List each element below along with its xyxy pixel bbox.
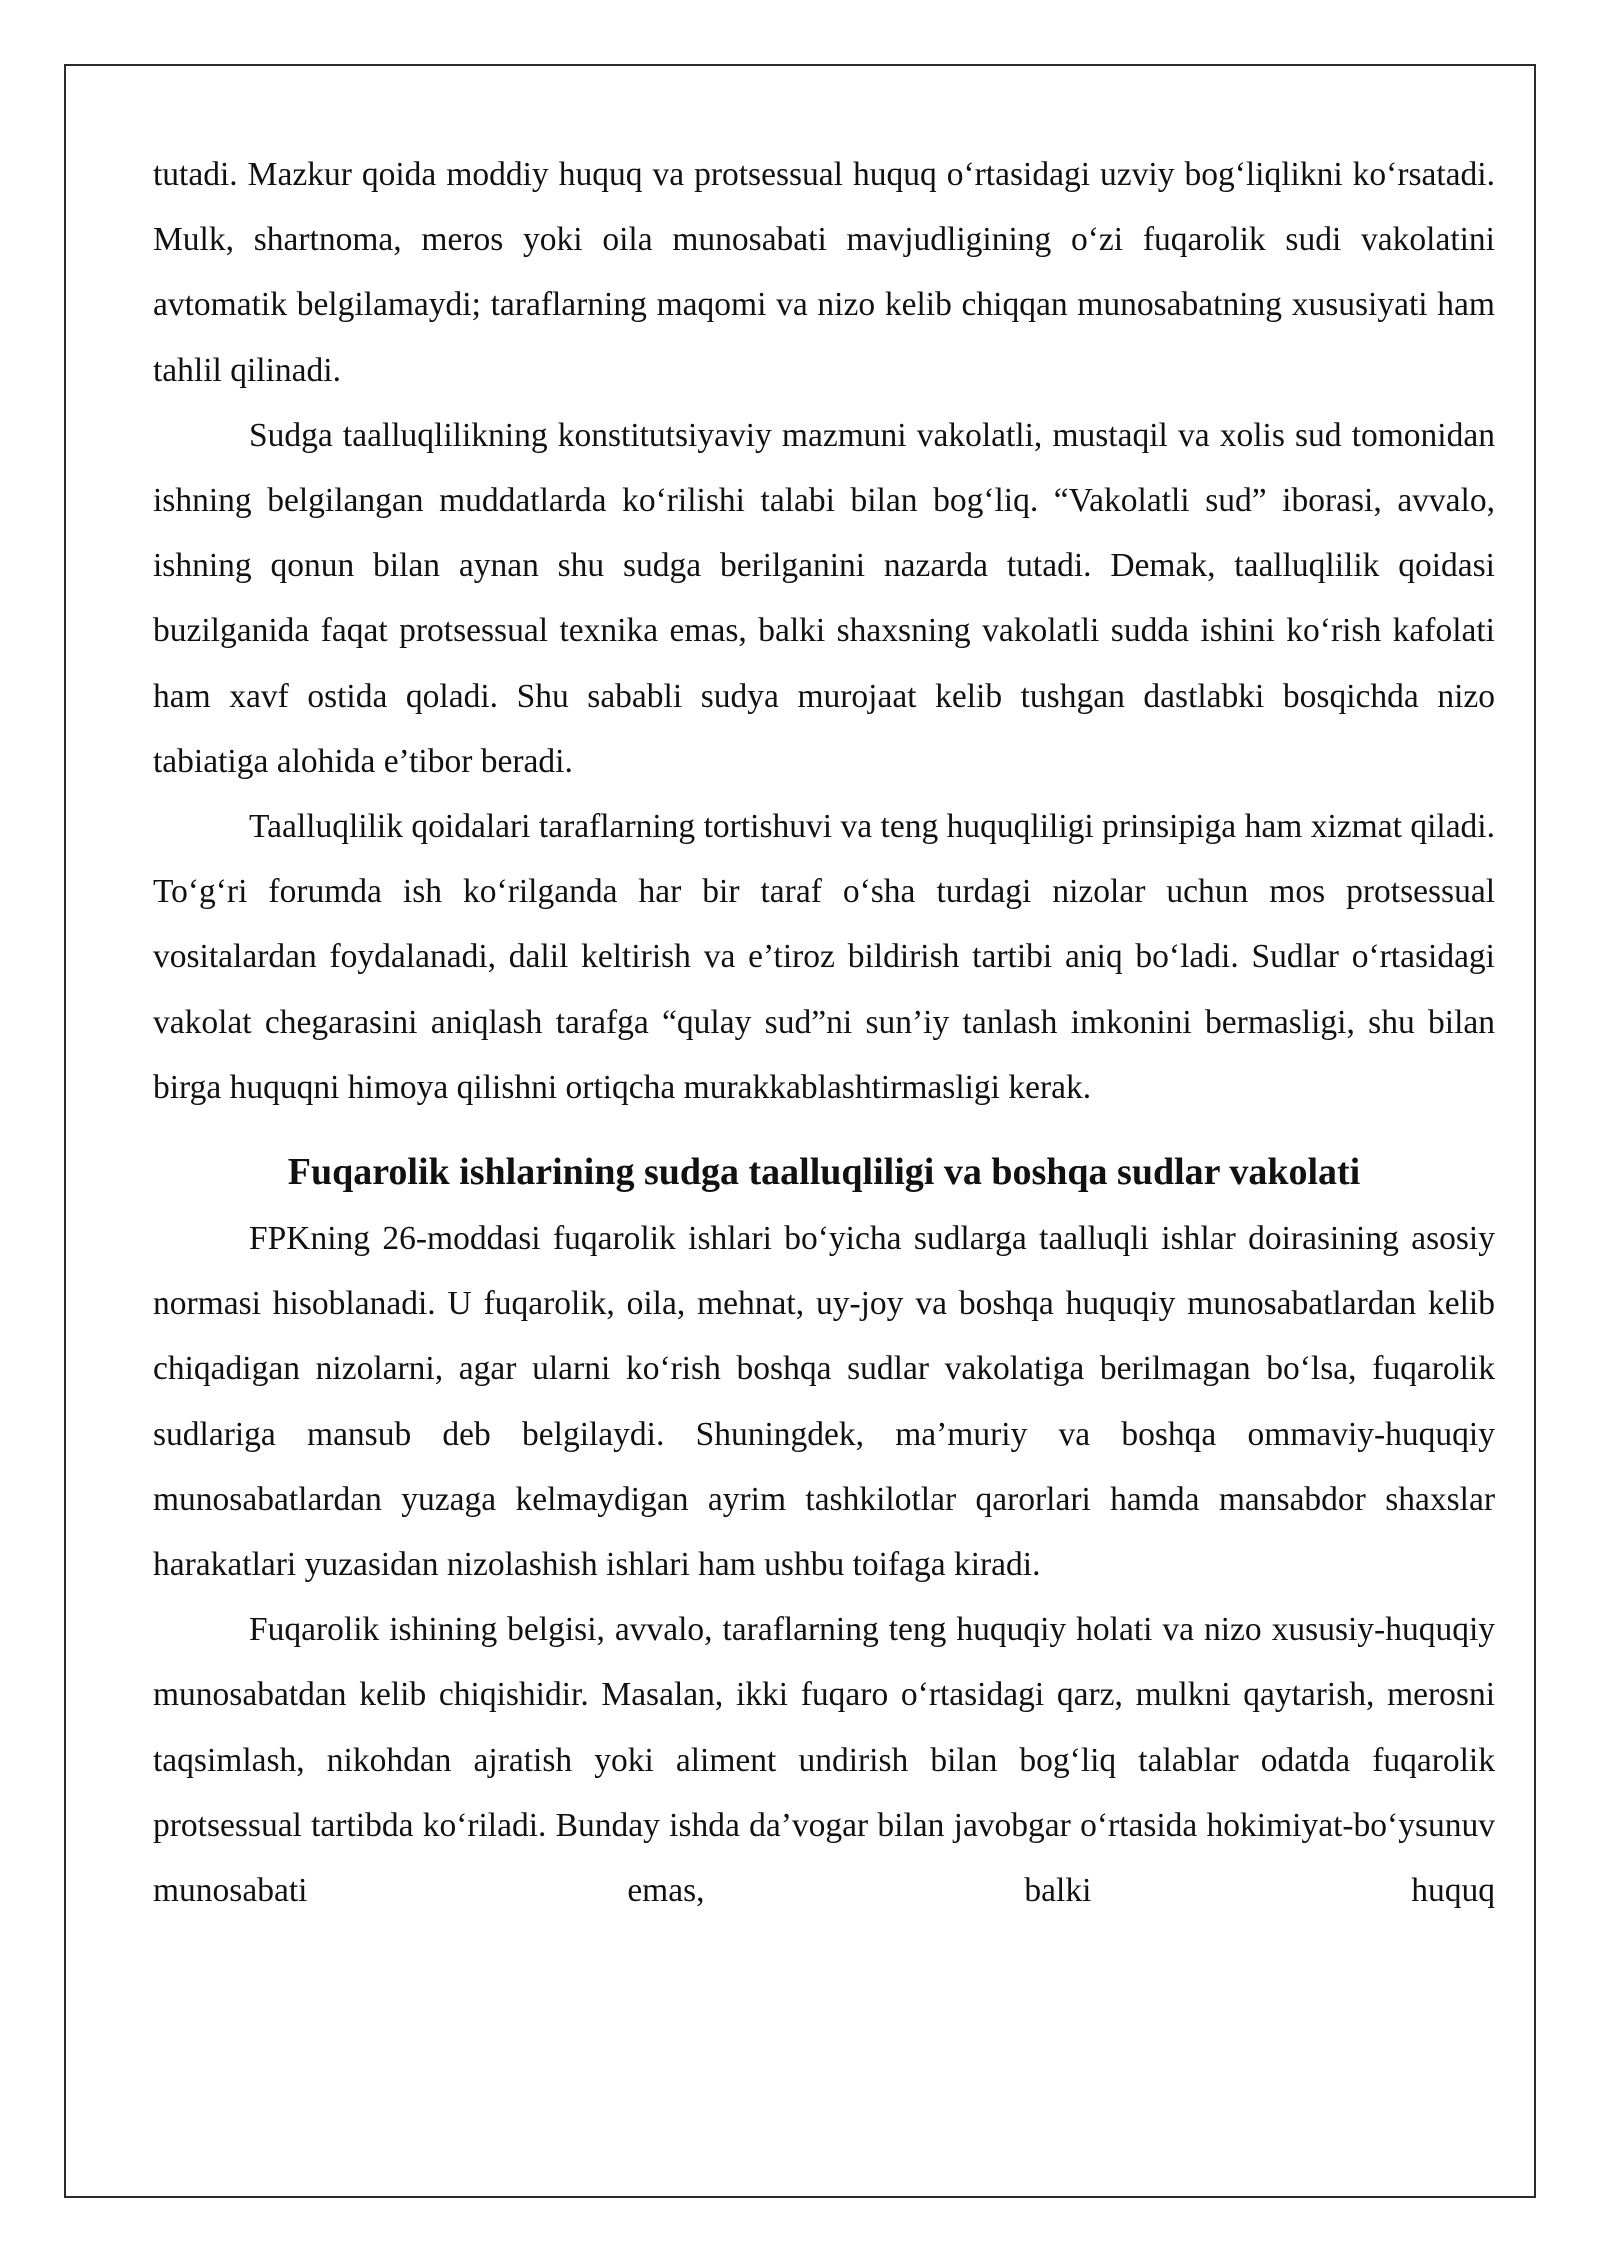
section-heading: Fuqarolik ishlarining sudga taalluqliligi va boshqa sudlar vakolati xyxy=(287,1151,1361,1194)
paragraph: FPKning 26-moddasi fuqarolik ishlari bo‘yicha sudlarga taalluqli ishlar doirasining asosiy normasi hisoblanadi. U fuqarolik, oila, mehnat, uy-joy va boshqa huquqiy munosabatlardan kelib chiqadigan nizolarni, agar ularni ko‘rish boshqa sudlar vakolatiga berilmagan bo‘lsa, fuqarolik sudlariga mansub deb belgilaydi. Shuningdek, ma’muriy va boshqa ommaviy-huquqiy munosabatlardan yuzaga kelmaydigan ayrim tashkilotlar qarorlari hamda mansabdor shaxslar harakatlari yuzasidan nizolashish ishlari ham ushbu toifaga kiradi. xyxy=(153,1220,1495,1584)
paragraph: Taalluqlilik qoidalari taraflarning tortishuvi va teng huquqliligi prinsipiga ham xizmat qiladi. To‘g‘ri forumda ish ko‘rilganda har bir taraf o‘sha turdagi nizolar uchun mos protsessual vositalardan foydalanadi, dalil keltirish va e’tiroz bildirish tartibi aniq bo‘ladi. Sudlar o‘rtasidagi vakolat chegarasini aniqlash tarafga “qulay sud”ni sun’iy tanlash imkonini bermasligi, shu bilan birga huquqni himoya qilishni ortiqcha murakkablashtirmasligi kerak. xyxy=(153,808,1495,1106)
paragraph-continuation: tutadi. Mazkur qoida moddiy huquq va protsessual huquq o‘rtasidagi uzviy bog‘liqlikni ko‘rsatadi. Mulk, shartnoma, meros yoki oila munosabati mavjudligining o‘zi fuqarolik sudi vakolatini avtomatik belgilamaydi; taraflarning maqomi va nizo kelib chiqqan munosabatning xususiyati ham tahlil qilinadi. xyxy=(153,156,1495,389)
paragraph-continued: Fuqarolik ishining belgisi, avvalo, taraflarning teng huquqiy holati va nizo xususiy-huquqiy munosabatdan kelib chiqishidir. Masalan, ikki fuqaro o‘rtasidagi qarz, mulkni qaytarish, merosni taqsimlash, nikohdan ajratish yoki aliment undirish bilan bog‘liq talablar odatda fuqarolik protsessual tartibda ko‘riladi. Bunday ishda da’vogar bilan javobgar o‘rtasida hokimiyat-bo‘ysunuv munosabati emas, balki huquq xyxy=(153,1611,1495,1910)
document-body xyxy=(153,142,1495,1923)
paragraph: Sudga taalluqlilikning konstitutsiyaviy mazmuni vakolatli, mustaqil va xolis sud tomonidan ishning belgilangan muddatlarda ko‘rilishi talabi bilan bog‘liq. “Vakolatli sud” iborasi, avvalo, ishning qonun bilan aynan shu sudga berilganini nazarda tutadi. Demak, taalluqlilik qoidasi buzilganida faqat protsessual texnika emas, balki shaxsning vakolatli sudda ishini ko‘rish kafolati ham xavf ostida qoladi. Shu sababli sudya murojaat kelib tushgan dastlabki bosqichda nizo tabiatiga alohida e’tibor beradi. xyxy=(153,416,1495,780)
